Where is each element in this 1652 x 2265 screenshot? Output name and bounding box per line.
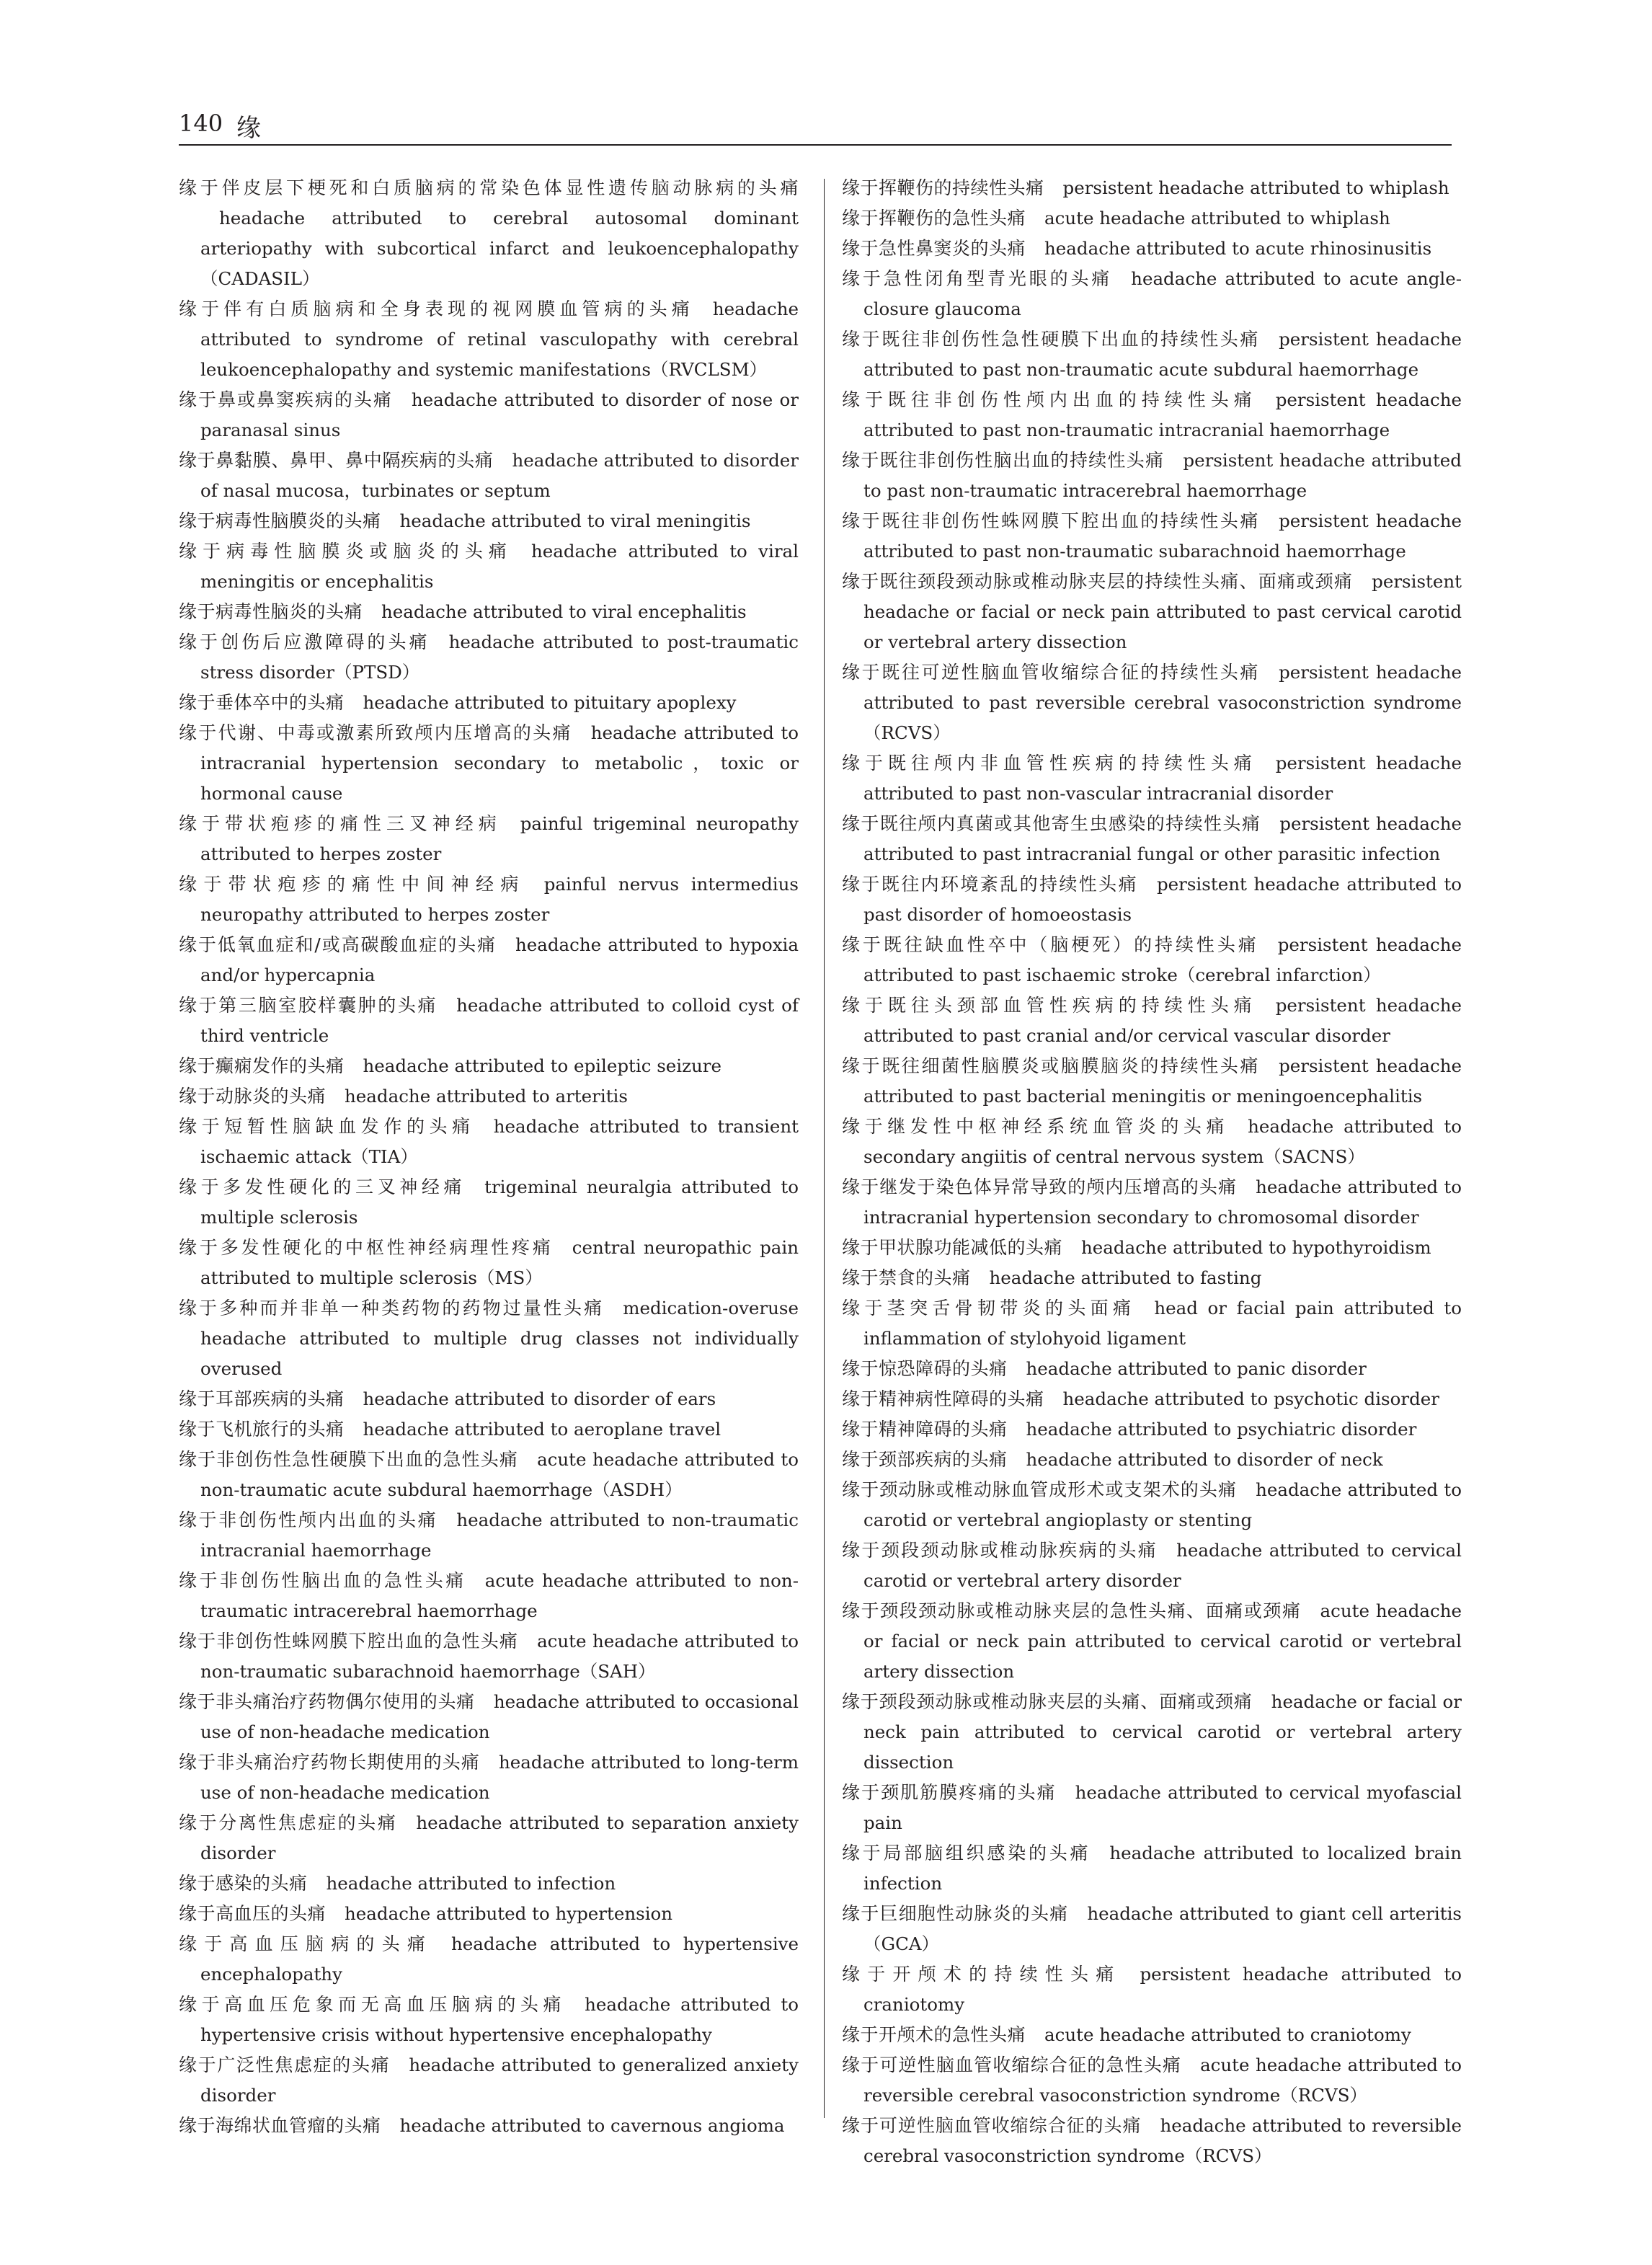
glossary-entry (842, 1354, 1462, 1384)
entry-term-zh: 缘于既往非创伤性急性硬膜下出血的持续性头痛 (842, 329, 1261, 350)
glossary-entry (842, 809, 1462, 869)
entry-term-zh: 缘于第三脑室胶样囊肿的头痛 (179, 995, 438, 1016)
entry-term-en: headache attributed to infection (326, 1873, 616, 1894)
glossary-entry (179, 1051, 799, 1081)
column-divider (824, 179, 825, 2118)
entry-term-zh: 缘于癫痫发作的头痛 (179, 1055, 345, 1076)
entry-term-zh: 缘于既往头颈部血管性疾病的持续性头痛 (842, 995, 1257, 1016)
glossary-entry (179, 1172, 799, 1233)
entry-term-zh: 缘于代谢、中毒或激素所致颅内压增高的头痛 (179, 722, 572, 743)
entry-term-en: headache attributed to reversible cerebral vasoconstriction syndrome（RCVS） (863, 2115, 1462, 2166)
entry-term-zh: 缘于病毒性脑膜炎的头痛 (179, 510, 381, 531)
entry-term-en: painful trigeminal neuropathy attributed to herpes zoster (200, 813, 799, 864)
glossary-entry (179, 536, 799, 597)
glossary-entry (842, 1535, 1462, 1596)
entry-term-zh: 缘于茎突舌骨韧带炎的头面痛 (842, 1298, 1136, 1318)
entry-term-zh: 缘于动脉炎的头痛 (179, 1086, 327, 1107)
entry-term-en: painful nervus intermedius neuropathy attributed to herpes zoster (200, 874, 799, 925)
entry-term-en: acute headache attributed to non-traumatic acute subdural haemorrhage（ASDH） (200, 1449, 799, 1500)
entry-term-en: trigeminal neuralgia attributed to multiple sclerosis (200, 1176, 799, 1228)
entry-term-en: medication-overuse headache attributed to multiple drug classes not individually overused (200, 1298, 799, 1379)
entry-term-zh: 缘于非创伤性脑出血的急性头痛 (179, 1570, 466, 1591)
glossary-entry (179, 1414, 799, 1445)
entry-term-zh: 缘于鼻黏膜、鼻甲、鼻中隔疾病的头痛 (179, 450, 494, 471)
entry-term-en: headache attributed to disorder of nasal mucosa，turbinates or septum (200, 450, 799, 501)
glossary-entry (842, 1293, 1462, 1354)
entry-term-zh: 缘于耳部疾病的头痛 (179, 1388, 345, 1409)
glossary-entry (179, 809, 799, 869)
glossary-entry (179, 1808, 799, 1869)
entry-term-zh: 缘于广泛性焦虑症的头痛 (179, 2055, 391, 2075)
entry-term-en: headache attributed to syndrome of retinal vasculopathy with cerebral leukoencephalopathy and systemic manifestations（RVCLSM） (200, 298, 799, 380)
entry-term-zh: 缘于海绵状血管瘤的头痛 (179, 2115, 381, 2136)
entry-term-en: headache attributed to arteritis (345, 1086, 628, 1107)
glossary-entry (179, 1505, 799, 1566)
entry-term-zh: 缘于分离性焦虑症的头痛 (179, 1812, 398, 1833)
glossary-entry (842, 1596, 1462, 1687)
entry-term-en: headache attributed to panic disorder (1026, 1358, 1367, 1379)
entry-term-zh: 缘于感染的头痛 (179, 1873, 308, 1894)
entry-term-zh: 缘于既往颅内真菌或其他寄生虫感染的持续性头痛 (842, 813, 1261, 834)
glossary-entry (179, 1687, 799, 1747)
glossary-entry (842, 1899, 1462, 1959)
glossary-entry (842, 324, 1462, 385)
entry-term-zh: 缘于高血压危象而无高血压脑病的头痛 (179, 1994, 567, 2015)
entry-term-en: headache attributed to cervical carotid or vertebral artery disorder (863, 1540, 1462, 1591)
entry-term-zh: 缘于颈段颈动脉或椎动脉疾病的头痛 (842, 1540, 1158, 1561)
entry-term-zh: 缘于既往可逆性脑血管收缩综合征的持续性头痛 (842, 662, 1261, 683)
glossary-entry (179, 1899, 799, 1929)
entry-term-en: persistent headache attributed to past disorder of homoeostasis (863, 874, 1462, 925)
entry-term-en: headache attributed to intracranial hypertension secondary to chromosomal disorder (863, 1176, 1462, 1228)
entry-term-en: headache attributed to hypertension (345, 1903, 673, 1924)
glossary-entry (842, 264, 1462, 324)
glossary-entry (179, 1747, 799, 1808)
glossary-entry (842, 2050, 1462, 2111)
entry-term-zh: 缘于高血压的头痛 (179, 1903, 327, 1924)
entry-term-zh: 缘于伴有白质脑病和全身表现的视网膜血管病的头痛 (179, 298, 694, 319)
entry-term-zh: 缘于禁食的头痛 (842, 1267, 971, 1288)
entry-term-en: headache attributed to occasional use of non-headache medication (200, 1691, 799, 1742)
entry-term-en: headache attributed to non-traumatic intracranial haemorrhage (200, 1510, 799, 1561)
entry-term-en: headache attributed to fasting (989, 1267, 1262, 1288)
glossary-entry (179, 1626, 799, 1687)
entry-term-en: acute headache attributed to craniotomy (1044, 2024, 1411, 2045)
entry-term-en: persistent headache attributed to past intracranial fungal or other parasitic infection (863, 813, 1462, 864)
entry-term-zh: 缘于多发性硬化的中枢性神经病理性疼痛 (179, 1237, 554, 1258)
entry-term-en: headache attributed to viral meningitis (399, 510, 751, 531)
glossary-entry (842, 657, 1462, 748)
entry-term-zh: 缘于非创伤性蛛网膜下腔出血的急性头痛 (179, 1631, 519, 1652)
entry-term-zh: 缘于颈肌筋膜疼痛的头痛 (842, 1782, 1057, 1803)
glossary-entry (842, 1445, 1462, 1475)
entry-term-zh: 缘于非创伤性急性硬膜下出血的急性头痛 (179, 1449, 519, 1470)
entry-term-zh: 缘于低氧血症和/或高碳酸血症的头痛 (179, 934, 497, 955)
entry-term-zh: 缘于可逆性脑血管收缩综合征的急性头痛 (842, 2055, 1182, 2075)
entry-term-en: headache attributed to carotid or vertebral angioplasty or stenting (863, 1479, 1462, 1530)
entry-term-en: persistent headache attributed to craniotomy (863, 1964, 1462, 2015)
glossary-entry (842, 203, 1462, 234)
entry-term-zh: 缘于挥鞭伤的持续性头痛 (842, 177, 1044, 198)
entry-term-en: headache attributed to aeroplane travel (363, 1419, 721, 1440)
entry-term-zh: 缘于短暂性脑缺血发作的头痛 (179, 1116, 475, 1137)
entry-term-en: persistent headache attributed to whiplash (1062, 177, 1449, 198)
glossary-entry (842, 234, 1462, 264)
entry-term-en: headache attributed to psychiatric disorder (1026, 1419, 1417, 1440)
entry-term-en: persistent headache attributed to past cranial and/or cervical vascular disorder (863, 995, 1462, 1046)
glossary-entry (179, 718, 799, 809)
entry-term-zh: 缘于急性鼻窦炎的头痛 (842, 238, 1026, 259)
entry-term-zh: 缘于甲状腺功能减低的头痛 (842, 1237, 1063, 1258)
entry-term-en: headache attributed to generalized anxiety disorder (200, 2055, 799, 2106)
entry-term-en: headache attributed to separation anxiety disorder (200, 1812, 799, 1863)
glossary-entry (842, 385, 1462, 446)
entry-term-zh: 缘于惊恐障碍的头痛 (842, 1358, 1008, 1379)
glossary-entry (842, 1172, 1462, 1233)
entry-term-zh: 缘于垂体卒中的头痛 (179, 692, 345, 713)
entry-term-zh: 缘于创伤后应激障碍的头痛 (179, 631, 430, 652)
entry-term-zh: 缘于既往缺血性卒中（脑梗死）的持续性头痛 (842, 934, 1259, 955)
glossary-entry (179, 506, 799, 536)
entry-term-en: headache attributed to intracranial hypertension secondary to metabolic，toxic or hormonal cause (200, 722, 799, 804)
entry-term-zh: 缘于可逆性脑血管收缩综合征的头痛 (842, 2115, 1142, 2136)
entry-term-en: headache attributed to cavernous angioma (399, 2115, 785, 2136)
glossary-entry (179, 1384, 799, 1414)
entry-term-en: acute headache attributed to non-traumatic intracerebral haemorrhage (200, 1570, 799, 1621)
entry-term-en: acute headache attributed to non-traumatic subarachnoid haemorrhage（SAH） (200, 1631, 799, 1682)
entry-term-en: persistent headache attributed to past non-traumatic acute subdural haemorrhage (863, 329, 1462, 380)
entry-term-en: headache attributed to hypoxia and/or hypercapnia (200, 934, 799, 985)
entry-term-en: headache attributed to viral meningitis or encephalitis (200, 541, 799, 592)
glossary-entry (842, 1384, 1462, 1414)
entry-term-en: persistent headache or facial or neck pain attributed to past cervical carotid or vertebral artery dissection (863, 571, 1462, 652)
entry-term-en: persistent headache attributed to past reversible cerebral vasoconstriction syndrome（RCVS） (863, 662, 1462, 743)
entry-term-en: persistent headache attributed to past non-traumatic intracranial haemorrhage (863, 389, 1462, 440)
entry-term-en: head or facial pain attributed to inflammation of stylohyoid ligament (863, 1298, 1462, 1349)
glossary-entry (179, 385, 799, 446)
entry-term-en: headache attributed to acute rhinosinusitis (1044, 238, 1432, 259)
entry-term-en: headache attributed to giant cell arteritis（GCA） (863, 1903, 1462, 1954)
entry-term-zh: 缘于继发性中枢神经系统血管炎的头痛 (842, 1116, 1230, 1137)
entry-term-en: headache attributed to colloid cyst of third ventricle (200, 995, 799, 1046)
entry-term-zh: 缘于既往非创伤性蛛网膜下腔出血的持续性头痛 (842, 510, 1261, 531)
entry-term-zh: 缘于既往细菌性脑膜炎或脑膜脑炎的持续性头痛 (842, 1055, 1261, 1076)
glossary-entry (179, 869, 799, 930)
entry-term-zh: 缘于颈段颈动脉或椎动脉夹层的头痛、面痛或颈痛 (842, 1691, 1253, 1712)
entry-term-zh: 缘于非头痛治疗药物偶尔使用的头痛 (179, 1691, 475, 1712)
entry-term-en: headache attributed to pituitary apoplexy (363, 692, 737, 713)
glossary-entry (179, 990, 799, 1051)
entry-term-en: acute headache or facial or neck pain attributed to cervical carotid or vertebral artery dissection (863, 1600, 1462, 1682)
entry-term-zh: 缘于挥鞭伤的急性头痛 (842, 208, 1026, 229)
entry-term-zh: 缘于伴皮层下梗死和白质脑病的常染色体显性遗传脑动脉病的头痛 (179, 177, 799, 198)
entry-term-zh: 缘于颈部疾病的头痛 (842, 1449, 1008, 1470)
glossary-entry (179, 2111, 799, 2141)
entry-term-en: headache attributed to disorder of nose or paranasal sinus (200, 389, 799, 440)
glossary-entry (842, 567, 1462, 657)
glossary-entry (842, 2020, 1462, 2050)
entry-term-zh: 缘于开颅术的持续性头痛 (842, 1964, 1122, 1985)
entry-term-zh: 缘于多种而并非单一种类药物的药物过量性头痛 (179, 1298, 605, 1318)
entry-term-en: headache attributed to hypertensive crisis without hypertensive encephalopathy (200, 1994, 799, 2045)
entry-term-en: persistent headache attributed to past non-traumatic intracerebral haemorrhage (863, 450, 1462, 501)
entry-term-zh: 缘于精神病性障碍的头痛 (842, 1388, 1044, 1409)
entry-term-zh: 缘于带状疱疹的痛性中间神经病 (179, 874, 525, 895)
glossary-entry (179, 597, 799, 627)
entry-term-en: headache attributed to disorder of neck (1026, 1449, 1383, 1470)
glossary-entry (179, 627, 799, 688)
entry-term-en: headache attributed to transient ischaemic attack（TIA） (200, 1116, 799, 1167)
glossary-entry (842, 1687, 1462, 1778)
entry-term-zh: 缘于既往颅内非血管性疾病的持续性头痛 (842, 753, 1257, 774)
page-heading: 缘 (236, 114, 261, 143)
glossary-entry (842, 1959, 1462, 2020)
page-number: 140 (179, 110, 223, 137)
glossary-entry (842, 2111, 1462, 2171)
entry-term-en: persistent headache attributed to past non-vascular intracranial disorder (863, 753, 1462, 804)
entry-term-zh: 缘于非头痛治疗药物长期使用的头痛 (179, 1752, 481, 1773)
entry-term-en: persistent headache attributed to past non-traumatic subarachnoid haemorrhage (863, 510, 1462, 562)
entry-term-zh: 缘于精神障碍的头痛 (842, 1419, 1008, 1440)
entry-term-en: headache attributed to secondary angiitis of central nervous system（SACNS） (863, 1116, 1462, 1167)
entry-term-en: persistent headache attributed to past bacterial meningitis or meningoencephalitis (863, 1055, 1462, 1107)
glossary-entry (179, 2050, 799, 2111)
entry-term-zh: 缘于非创伤性颅内出血的头痛 (179, 1510, 438, 1530)
entry-term-en: headache attributed to long-term use of non-headache medication (200, 1752, 799, 1803)
entry-term-en: headache attributed to cerebral autosomal dominant arteriopathy with subcortical infarct and leukoencephalopathy（CADASIL） (200, 208, 799, 289)
glossary-entry (842, 506, 1462, 567)
right-column (842, 173, 1462, 2166)
glossary-entry (842, 1778, 1462, 1838)
entry-term-zh: 缘于既往内环境紊乱的持续性头痛 (842, 874, 1138, 895)
entry-term-zh: 缘于既往非创伤性脑出血的持续性头痛 (842, 450, 1165, 471)
entry-term-zh: 缘于巨细胞性动脉炎的头痛 (842, 1903, 1069, 1924)
entry-term-en: acute headache attributed to reversible cerebral vasoconstriction syndrome（RCVS） (863, 2055, 1462, 2106)
glossary-entry (842, 173, 1462, 203)
glossary-entry (179, 1293, 799, 1384)
glossary-entry (842, 930, 1462, 990)
glossary-entry (842, 748, 1462, 809)
entry-term-zh: 缘于急性闭角型青光眼的头痛 (842, 268, 1113, 289)
glossary-entry (179, 1869, 799, 1899)
entry-term-zh: 缘于鼻或鼻窦疾病的头痛 (179, 389, 393, 410)
glossary-entry (179, 1990, 799, 2050)
glossary-entry (842, 1233, 1462, 1263)
entry-term-en: headache attributed to disorder of ears (363, 1388, 716, 1409)
entry-term-zh: 缘于多发性硬化的三叉神经痛 (179, 1176, 466, 1197)
glossary-entry (179, 1081, 799, 1112)
glossary-entry (179, 294, 799, 385)
entry-term-en: headache attributed to psychotic disorder (1062, 1388, 1439, 1409)
glossary-entry (842, 1414, 1462, 1445)
entry-term-zh: 缘于高血压脑病的头痛 (179, 1933, 433, 1954)
entry-term-zh: 缘于病毒性脑膜炎或脑炎的头痛 (179, 541, 512, 562)
glossary-entry (179, 1445, 799, 1505)
glossary-entry (179, 446, 799, 506)
entry-term-en: headache attributed to acute angle-closure glaucoma (863, 268, 1462, 319)
glossary-entry (179, 930, 799, 990)
entry-term-en: headache attributed to post-traumatic stress disorder（PTSD） (200, 631, 799, 683)
entry-term-zh: 缘于继发于染色体异常导致的颅内压增高的头痛 (842, 1176, 1238, 1197)
entry-term-en: headache attributed to cervical myofascial pain (863, 1782, 1462, 1833)
entry-term-en: persistent headache attributed to past ischaemic stroke（cerebral infarction） (863, 934, 1462, 985)
glossary-entry (179, 688, 799, 718)
glossary-entry (179, 1929, 799, 1990)
entry-term-en: headache attributed to hypothyroidism (1081, 1237, 1431, 1258)
entry-term-zh: 缘于既往非创伤性颅内出血的持续性头痛 (842, 389, 1257, 410)
glossary-entry (842, 1051, 1462, 1112)
entry-term-zh: 缘于局部脑组织感染的头痛 (842, 1843, 1091, 1863)
glossary-entry (842, 1263, 1462, 1293)
entry-term-en: headache attributed to hypertensive encephalopathy (200, 1933, 799, 1985)
entry-term-en: headache attributed to localized brain infection (863, 1843, 1462, 1894)
glossary-entry (842, 990, 1462, 1051)
entry-term-en: acute headache attributed to whiplash (1044, 208, 1390, 229)
entry-term-en: headache attributed to epileptic seizure (363, 1055, 722, 1076)
glossary-entry (842, 1475, 1462, 1535)
entry-term-en: central neuropathic pain attributed to multiple sclerosis（MS） (200, 1237, 799, 1288)
glossary-entry (842, 446, 1462, 506)
entry-term-en: headache attributed to viral encephalitis (381, 601, 747, 622)
entry-term-zh: 缘于带状疱疹的痛性三叉神经病 (179, 813, 502, 834)
glossary-entry (179, 173, 799, 294)
glossary-entry (179, 1233, 799, 1293)
entry-term-zh: 缘于既往颈段颈动脉或椎动脉夹层的持续性头痛、面痛或颈痛 (842, 571, 1354, 592)
glossary-entry (842, 1112, 1462, 1172)
entry-term-zh: 缘于颈动脉或椎动脉血管成形术或支架术的头痛 (842, 1479, 1238, 1500)
entry-term-zh: 缘于颈段颈动脉或椎动脉夹层的急性头痛、面痛或颈痛 (842, 1600, 1302, 1621)
glossary-entry (842, 1838, 1462, 1899)
glossary-entry (179, 1566, 799, 1626)
entry-term-en: headache or facial or neck pain attributed to cervical carotid or vertebral artery dissection (863, 1691, 1462, 1773)
entry-term-zh: 缘于飞机旅行的头痛 (179, 1419, 345, 1440)
entry-term-zh: 缘于开颅术的急性头痛 (842, 2024, 1026, 2045)
glossary-entry (179, 1112, 799, 1172)
entry-term-zh: 缘于病毒性脑炎的头痛 (179, 601, 363, 622)
glossary-entry (842, 869, 1462, 930)
left-column (179, 173, 799, 2136)
page-header (179, 107, 1452, 146)
